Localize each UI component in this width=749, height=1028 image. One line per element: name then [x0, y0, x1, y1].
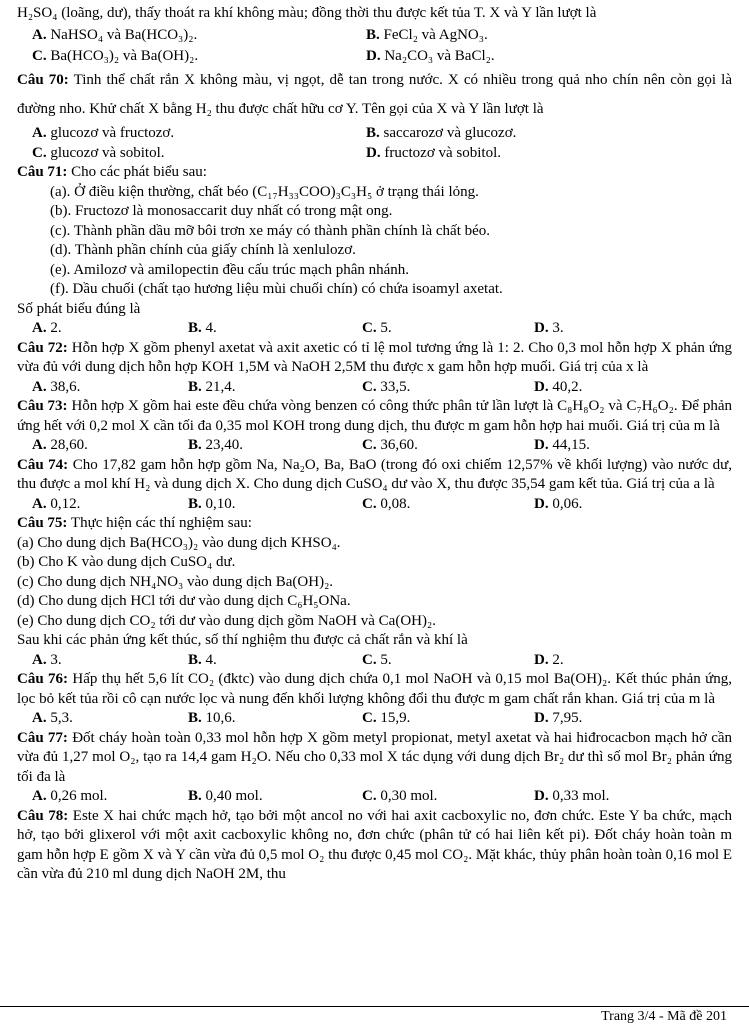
- q70-option-b: B. saccarozơ và glucozơ.: [366, 125, 517, 141]
- q76-option-d: D. 7,95.: [534, 710, 583, 726]
- q71-statement-e: (e). Amilozơ và amilopectin đều cấu trúc mạch phân nhánh.: [50, 261, 410, 278]
- page-footer: [0, 1006, 749, 1028]
- q77-option-a: A. 0,26 mol.: [32, 788, 108, 804]
- q71-option-b: B. 4.: [188, 320, 217, 336]
- q76-option-b: B. 10,6.: [188, 710, 236, 726]
- q75-options: [17, 651, 732, 671]
- q76-options: [17, 709, 732, 729]
- q74-option-b: B. 0,10.: [188, 495, 236, 512]
- q75-label: Câu 75:: [17, 515, 68, 531]
- q70-options-row-1: [17, 124, 732, 144]
- q77-stem: Câu 77: Đốt cháy hoàn toàn 0,33 mol hỗn hợp X gồm metyl propionat, metyl axetat và hai hiđrocacbon mạch hở cần vừa đủ 1,27 mol O₂, tạo ra 14,4 gam H₂O. Nếu cho 0,33 mol X tác dụng với dung dịch Br₂ dư thì số mol Br₂ phản ứng tối đa là: [17, 729, 733, 785]
- q74-option-d: D. 0,06.: [534, 495, 583, 512]
- q75-question: Sau khi các phản ứng kết thúc, số thí nghiệm thu được cả chất rắn và khí là: [17, 632, 468, 648]
- q69-options-row-2: [17, 47, 732, 67]
- q72-label: Câu 72:: [17, 339, 68, 356]
- q71-statement-d: (d). Thành phần chính của giấy chính là xenlulozơ.: [50, 242, 356, 258]
- exam-page: [17, 4, 732, 885]
- q75-experiment-e: (e) Cho dung dịch CO₂ tới dư vào dung dịch gồm NaOH và Ca(OH)₂.: [17, 612, 436, 629]
- q72-stem: Câu 72: Hỗn hợp X gồm phenyl axetat và axit axetic có tỉ lệ mol tương ứng là 1: 2. Cho 0,3 mol hỗn hợp X phản ứng vừa đủ với dung dịch hỗn hợp KOH 1,5M và NaOH 2,5M thu được x gam hỗn hợp muối. Giá trị của x là: [17, 339, 733, 375]
- q72-option-b: B. 21,4.: [188, 378, 236, 395]
- q72-option-a: A. 38,6.: [32, 378, 81, 395]
- q72-option-c: C. 33,5.: [362, 378, 411, 395]
- q71-question: Số phát biểu đúng là: [17, 300, 141, 317]
- q70-option-d: D. fructozơ và sobitol.: [366, 144, 501, 161]
- q70-option-c: C. glucozơ và sobitol.: [32, 144, 165, 161]
- q69-option-b: B. FeCl₂ và AgNO₃.: [366, 26, 488, 43]
- q77-label: Câu 77:: [17, 729, 68, 746]
- q73-option-c: C. 36,60.: [362, 437, 418, 453]
- q72-option-d: D. 40,2.: [534, 378, 583, 395]
- q70-options-row-2: [17, 144, 732, 164]
- page-number: Trang 3/4 - Mã đề 201: [601, 1009, 727, 1024]
- q78-label: Câu 78:: [17, 807, 69, 824]
- q73-option-a: A. 28,60.: [32, 437, 88, 453]
- q75-stem: Câu 75: Thực hiện các thí nghiệm sau:: [17, 515, 252, 531]
- q73-option-b: B. 23,40.: [188, 437, 244, 453]
- q71-statement-a: (a). Ở điều kiện thường, chất béo (C₁₇H₃₃COO)₃C₃H₅ ở trạng thái lỏng.: [50, 183, 479, 200]
- q76-stem: Câu 76: Hấp thụ hết 5,6 lít CO₂ (đktc) vào dung dịch chứa 0,1 mol NaOH và 0,15 mol Ba(OH)₂. Kết thúc phản ứng, lọc bỏ kết tủa rồi cô cạn nước lọc và nung đến khối lượng không đổi thu được m gam chất rắn khan. Giá trị của m là: [17, 671, 733, 707]
- q74-option-a: A. 0,12.: [32, 495, 81, 512]
- q77-option-d: D. 0,33 mol.: [534, 788, 610, 804]
- q70-option-a: A. glucozơ và fructozơ.: [32, 125, 175, 141]
- q71-option-d: D. 3.: [534, 320, 564, 336]
- q74-option-c: C. 0,08.: [362, 495, 411, 512]
- q77-options: [17, 787, 732, 807]
- q70-label: Câu 70:: [17, 72, 69, 88]
- q77-option-b: B. 0,40 mol.: [188, 788, 263, 804]
- q75-option-c: C. 5.: [362, 651, 392, 668]
- q69-option-d: D. Na₂CO₃ và BaCl₂.: [366, 47, 495, 64]
- q71-statement-f: (f). Dầu chuối (chất tạo hương liệu mùi chuối chín) có chứa isoamyl axetat.: [50, 281, 503, 297]
- q75-experiment-b: (b) Cho K vào dung dịch CuSO₄ dư.: [17, 554, 236, 570]
- q75-option-d: D. 2.: [534, 651, 564, 668]
- q75-experiment-d: (d) Cho dung dịch HCl tới dư vào dung dịch C₆H₅ONa.: [17, 593, 351, 609]
- q76-option-a: A. 5,3.: [32, 710, 73, 726]
- q73-stem: Câu 73: Hỗn hợp X gồm hai este đều chứa vòng benzen có công thức phân tử lần lượt là C₈H₈O₂ và C₇H₆O₂. Để phản ứng hết với 0,2 mol X cần tối đa 0,35 mol KOH trong dung dịch, thu được m gam hỗn hợp hai muối. Giá trị của m là: [17, 398, 732, 434]
- q74-options: [17, 495, 732, 515]
- q75-experiment-a: (a) Cho dung dịch Ba(HCO₃)₂ vào dung dịch KHSO₄.: [17, 534, 341, 551]
- q70-stem: Câu 70: Tinh thể chất rắn X không màu, vị ngọt, dễ tan trong nước. X có nhiều trong quả nho chín nên còn gọi là đường nho. Khử chất X bằng H₂ thu được chất hữu cơ Y. Tên gọi của X và Y lần lượt là: [17, 72, 732, 117]
- q69-options-row-1: [17, 24, 732, 47]
- q73-option-d: D. 44,15.: [534, 437, 590, 453]
- q76-option-c: C. 15,9.: [362, 710, 411, 726]
- q69-stem-tail: H₂SO₄ (loãng, dư), thấy thoát ra khí không màu; đồng thời thu được kết tủa T. X và Y lần lượt là: [17, 5, 597, 21]
- q72-options: [17, 378, 732, 398]
- q78-stem: Câu 78: Este X hai chức mạch hở, tạo bởi một ancol no với hai axit cacboxylic no, đơn chức. Este Y ba chức, mạch hở, tạo bởi glixerol với một axit cacboxylic không no, đơn chức (phân tử có hai liên kết pi). Đốt cháy hoàn toàn m gam hỗn hợp E gồm X và Y cần vừa đủ 0,5 mol O₂ thu được 0,45 mol CO₂. Mặt khác, thủy phân hoàn toàn 0,16 mol E cần vừa đủ 210 ml dung dịch NaOH 2M, thu: [17, 807, 733, 882]
- q74-label: Câu 74:: [17, 456, 69, 473]
- q71-label: Câu 71:: [17, 164, 68, 180]
- q75-option-a: A. 3.: [32, 651, 62, 668]
- q73-label: Câu 73:: [17, 398, 68, 414]
- q75-experiment-c: (c) Cho dung dịch NH₄NO₃ vào dung dịch Ba(OH)₂.: [17, 573, 334, 590]
- q71-statement-b: (b). Fructozơ là monosaccarit duy nhất có trong mật ong.: [50, 203, 393, 219]
- q69-option-c: C. Ba(HCO₃)₂ và Ba(OH)₂.: [32, 47, 199, 64]
- q71-option-c: C. 5.: [362, 320, 392, 336]
- q69-option-a: A. NaHSO₄ và Ba(HCO₃)₂.: [32, 26, 198, 43]
- q71-statement-c: (c). Thành phần dầu mỡ bôi trơn xe máy có thành phần chính là chất béo.: [50, 222, 491, 239]
- q76-label: Câu 76:: [17, 671, 69, 687]
- q71-option-a: A. 2.: [32, 320, 62, 336]
- q71-stem: Câu 71: Cho các phát biểu sau:: [17, 164, 207, 180]
- q77-option-c: C. 0,30 mol.: [362, 788, 438, 804]
- q75-option-b: B. 4.: [188, 651, 217, 668]
- q74-stem: Câu 74: Cho 17,82 gam hỗn hợp gồm Na, Na₂O, Ba, BaO (trong đó oxi chiếm 12,57% về khối lượng) vào nước dư, thu được a mol khí H₂ và dung dịch X. Cho dung dịch CuSO₄ dư vào X, thu được 35,54 gam kết tủa. Giá trị của a là: [17, 456, 733, 492]
- q73-options: [17, 436, 732, 456]
- q71-options: [17, 319, 732, 339]
